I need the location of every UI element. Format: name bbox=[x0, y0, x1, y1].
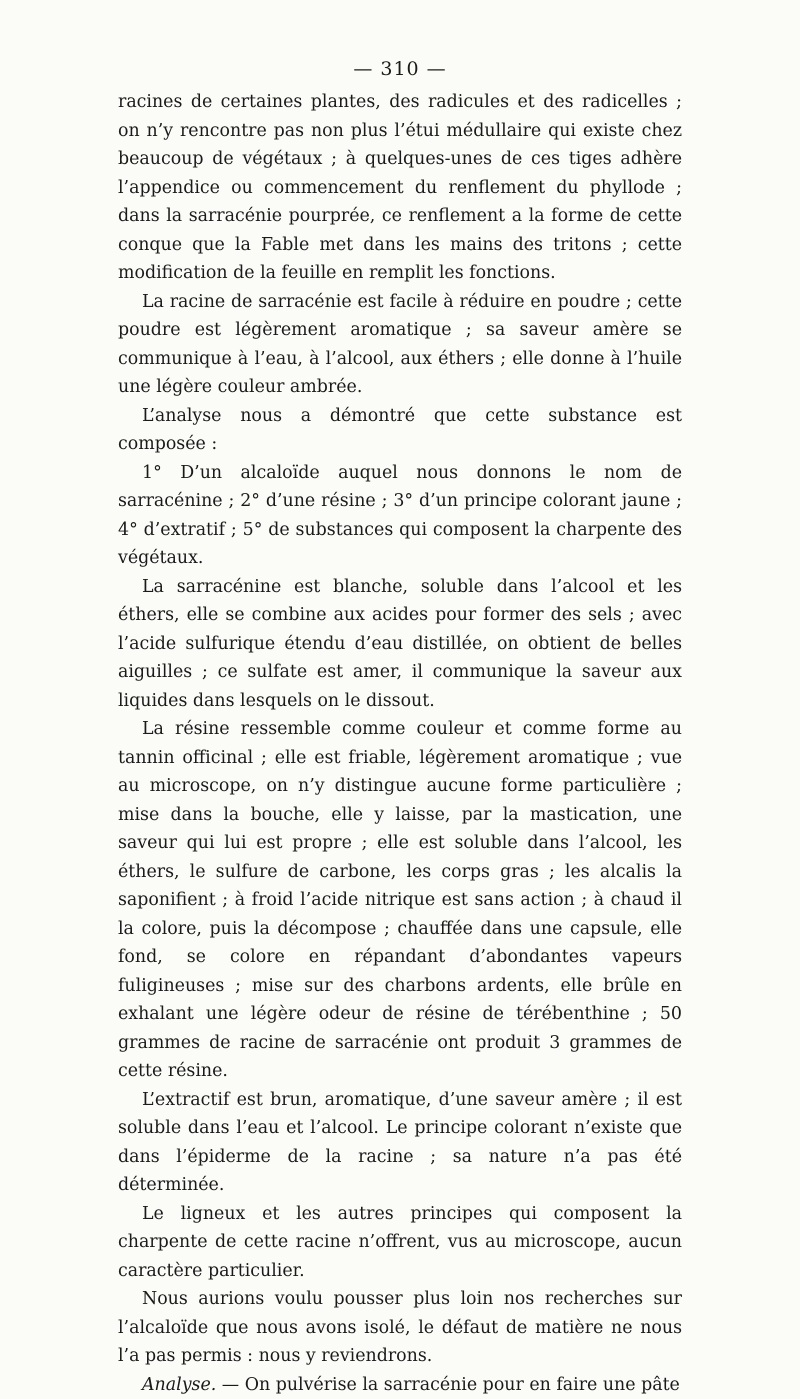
paragraph-analysis-intro: L’analyse nous a démontré que cette substance est composée : bbox=[118, 402, 682, 459]
paragraph-composition-list: 1° D’un alcaloïde auquel nous donnons le nom de sarracénine ; 2° d’une résine ; 3° d’un principe colorant jaune ; 4° d’extratif ; 5° de substances qui composent la charpente des végétaux. bbox=[118, 459, 682, 573]
paragraph-analysis-method bbox=[118, 1371, 682, 1399]
paragraph-sarracenine: La sarracénine est blanche, soluble dans l’alcool et les éthers, elle se combine aux acides pour former des sels ; avec l’acide sulfurique étendu d’eau distillée, on obtient de belles aiguilles ; ce sulfate est amer, il communique la saveur aux liquides dans lesquels on le dissout. bbox=[118, 573, 682, 716]
page-number: — 310 — bbox=[0, 58, 800, 80]
paragraph-powder: La racine de sarracénie est facile à réduire en poudre ; cette poudre est légèrement aromatique ; sa saveur amère se communique à l’eau, à l’alcool, aux éthers ; elle donne à l’huile une légère couleur ambrée. bbox=[118, 288, 682, 402]
body-text bbox=[118, 88, 682, 1399]
analysis-text: — On pulvérise la sarracénie pour en faire une pâte bbox=[216, 1375, 680, 1395]
paragraph-resin: La résine ressemble comme couleur et comme forme au tannin officinal ; elle est friable, légèrement aromatique ; vue au microscope, on n’y distingue aucune forme particulière ; mise dans la bouche, elle y laisse, par la mastication, une saveur qui lui est propre ; elle est soluble dans l’alcool, les éthers, le sulfure de carbone, les corps gras ; les alcalis la saponifient ; à froid l’acide nitrique est sans action ; à chaud il la colore, puis la décompose ; chauffée dans une capsule, elle fond, se colore en répandant d’abondantes vapeurs fuligineuses ; mise sur des charbons ardents, elle brûle en exhalant une légère odeur de résine de térébenthine ; 50 grammes de racine de sarracénie ont produit 3 grammes de cette résine. bbox=[118, 715, 682, 1086]
paragraph-ligneous: Le ligneux et les autres principes qui composent la charpente de cette racine n’offrent, vus au microscope, aucun caractère particulier. bbox=[118, 1200, 682, 1286]
paragraph-continuation: racines de certaines plantes, des radicules et des radicelles ; on n’y rencontre pas non plus l’étui médullaire qui existe chez beaucoup de végétaux ; à quelques-unes de ces tiges adhère l’appendice ou commencement du renflement du phyllode ; dans la sarracénie pourprée, ce renflement a la forme de cette conque que la Fable met dans les mains des tritons ; cette modification de la feuille en remplit les fonctions. bbox=[118, 88, 682, 288]
paragraph-extractive: L’extractif est brun, aromatique, d’une saveur amère ; il est soluble dans l’eau et l’alcool. Le principe colorant n’existe que dans l’épiderme de la racine ; sa nature n’a pas été déterminée. bbox=[118, 1086, 682, 1200]
analysis-label: Analyse. bbox=[142, 1375, 216, 1395]
paragraph-alkaloid-note: Nous aurions voulu pousser plus loin nos recherches sur l’alcaloïde que nous avons isolé, le défaut de matière ne nous l’a pas permis : nous y reviendrons. bbox=[118, 1285, 682, 1371]
